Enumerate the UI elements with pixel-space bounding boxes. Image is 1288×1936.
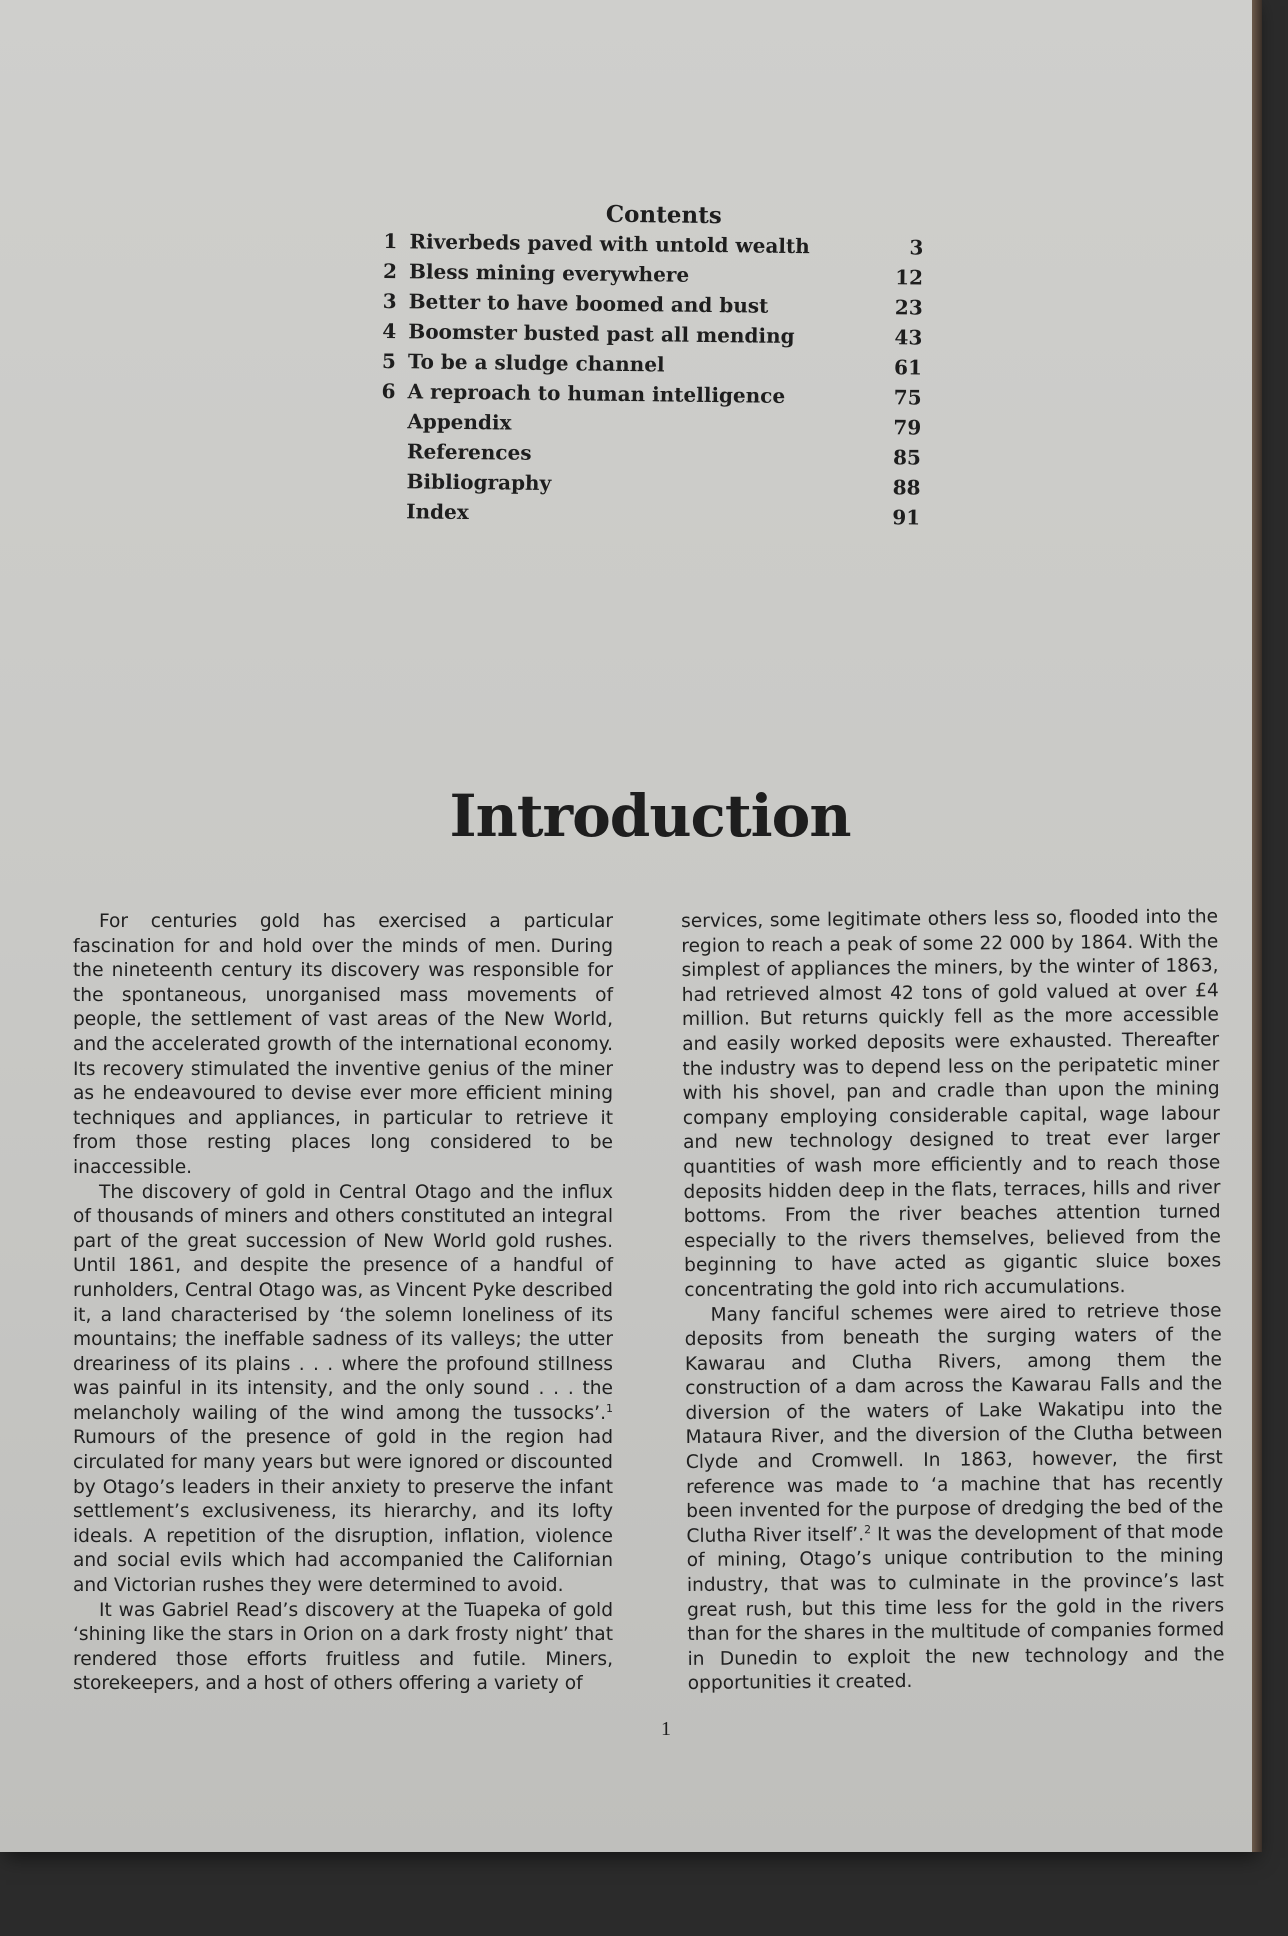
- toc-entry-page: 23: [894, 295, 923, 320]
- toc-entry-title: Riverbeds paved with untold wealth: [409, 229, 810, 259]
- paragraph: services, some legitimate others less so, flooded into the region to reach a peak of some 22 000 by 1864. With the simplest of appliances the miners, by the winter of 1863, had retrieved almost 42 tons of gold valued at over £4 million. But returns quickly fell as the more accessible and easily worked deposits were exhausted. Thereafter the industry was to depend less on the peripatetic miner with his shovel, pan and cradle than upon the mining company employing considerable capital, wage labour and new technology designed to treat ever larger quantities of wash more efficiently and to reach those deposits hidden deep in the flats, terraces, hills and river bottoms. From the river beaches attention turned especially to the rivers themselves, believed from the beginning to have acted as gigantic sluice boxes concentrating the gold into rich accumulations.: [681, 906, 1222, 1301]
- toc-entry-title: Bibliography: [406, 469, 552, 496]
- toc-entry-title: Better to have boomed and bust: [408, 289, 769, 318]
- toc-entry-page: 61: [893, 355, 923, 380]
- toc-entry: [380, 499, 920, 536]
- toc-entry-number: 1: [383, 228, 398, 254]
- toc-entry-number: 4: [382, 318, 397, 344]
- toc-entry-number: 2: [382, 258, 398, 284]
- toc-entry-page: 88: [892, 475, 921, 500]
- text-column-left: [73, 910, 613, 1697]
- page-number: 1: [661, 1718, 671, 1740]
- toc-entry-title: Bless mining everywhere: [408, 259, 690, 287]
- toc-entry-page: 79: [893, 415, 922, 440]
- paragraph-text: Many fanciful schemes were aired to retrieve those deposits from beneath the surging waters of the Kawarau and Clutha Rivers, among them the construction of a dam across the Kawarau Falls and the diversion of the waters of Lake Wakatipu into the Mataura River, and the diversion of the Clutha between Clyde and Cromwell. In 1863, however, the first reference was made to ‘a machine that has recently been invented for the purpose of dredging the bed of the Clutha River itself’.: [684, 1299, 1224, 1547]
- paragraph: [73, 1181, 613, 1599]
- toc-entry-title: Appendix: [407, 409, 512, 435]
- toc-entry-title: Boomster busted past all mending: [408, 319, 795, 349]
- table-of-contents: [380, 198, 924, 536]
- toc-entry-title: Index: [406, 499, 469, 525]
- toc-entry-number: 6: [381, 378, 396, 404]
- footnote-marker: 2: [863, 1523, 872, 1537]
- toc-entry-title: References: [406, 439, 532, 465]
- toc-entry-title: A reproach to human intelligence: [407, 379, 786, 408]
- toc-entry-page: 91: [892, 505, 921, 530]
- paragraph-text: It was the development of that mode of mining, Otago’s unique contribution to the mining industry, that was to culminate in the province’s last great rush, but this time less for the gold in the rivers than for the shares in the multitude of companies formed in Dunedin to exploit the new technology and the opportunities it created.: [686, 1521, 1225, 1695]
- paragraph: It was Gabriel Read’s discovery at the Tuapeka of gold ‘shining like the stars in Orion on a dark frosty night’ that rendered those efforts fruitless and futile. Miners, storekeepers, and a host of others offering a variety of: [73, 1599, 613, 1695]
- page-edge: [1252, 0, 1262, 1852]
- introduction-heading: Introduction: [449, 782, 851, 850]
- toc-entry-page: 75: [893, 385, 922, 410]
- toc-entry-title: To be a sludge channel: [407, 349, 665, 377]
- toc-entry-page: 3: [909, 235, 924, 260]
- paragraph: For centuries gold has exercised a particular fascination for and hold over the minds of men. During the nineteenth century its discovery was responsible for the spontaneous, unorganised mass movements of people, the settlement of vast areas of the New World, and the accelerated growth of the international economy. Its recovery stimulated the inventive genius of the miner as he endeavoured to devise ever more efficient mining techniques and appliances, in particular to retrieve it from those resting places long considered to be inaccessible.: [73, 911, 613, 1178]
- footnote-marker: 1: [606, 1401, 613, 1415]
- toc-entry-number: 3: [382, 288, 397, 314]
- toc-entry-page: 85: [892, 445, 922, 470]
- toc-entry-page: 12: [895, 265, 924, 290]
- toc-entry-page: 43: [894, 325, 923, 350]
- text-column-right: [681, 905, 1225, 1697]
- paragraph-text: The discovery of gold in Central Otago and the influx of thousands of miners and others constituted an integral part of the great succession of New World gold rushes. Until 1861, and despite the presence of a handful of runholders, Central Otago was, as Vincent Pyke described it, a land characterised by ‘the solemn loneliness of its mountains; the ineffable sadness of its valleys; the utter dreariness of its plains . . . where the profound stillness was painful in its intensity, and the only sound . . . the melancholy wailing of the wind among the tussocks’.: [73, 1181, 613, 1424]
- toc-entry-number: 5: [381, 348, 397, 374]
- contents-heading: Contents: [605, 200, 722, 230]
- paragraph-text: Rumours of the presence of gold in the region had circulated for many years but were ignored or discounted by Otago’s leaders in their anxiety to preserve the infant settlement’s exclusiveness, its hierarchy, and its lofty ideals. A repetition of the disruption, inflation, violence and social evils which had accompanied the Californian and Victorian rushes they were determined to avoid.: [73, 1427, 613, 1597]
- toc-list: [380, 229, 924, 536]
- paragraph: [684, 1299, 1224, 1697]
